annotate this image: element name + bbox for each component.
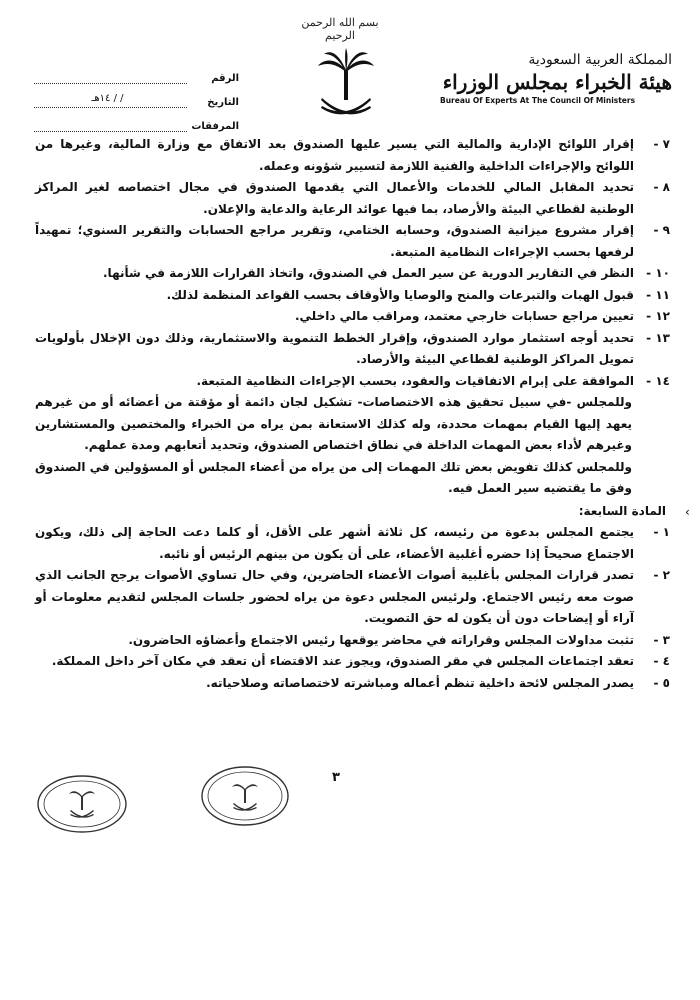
item-text: تعيين مراجع حسابات خارجي معتمد، ومراقب مالي داخلي. bbox=[294, 309, 634, 323]
attachments-label: المرفقات bbox=[191, 121, 239, 132]
list-item bbox=[35, 220, 670, 263]
document-body bbox=[35, 134, 670, 694]
delegation-paragraph: وللمجلس كذلك تفويض بعض تلك المهمات إلى من يراه من أعضاء المجلس أو المسؤولين في الصندوق وفق ما يقتضيه سير العمل فيه. bbox=[35, 459, 632, 495]
list-item bbox=[35, 134, 670, 177]
list-item bbox=[35, 285, 670, 307]
item-number: ١٢ - bbox=[646, 309, 670, 323]
ref-number-value bbox=[34, 69, 187, 84]
issuer-block bbox=[432, 52, 672, 105]
article-heading: المادة السابعة: bbox=[578, 503, 666, 518]
item-text: النظر في التقارير الدورية عن سير العمل في الصندوق، واتخاذ القرارات اللازمة في شأنها. bbox=[103, 266, 634, 280]
bureau-seal-stamp bbox=[200, 765, 290, 827]
committees-paragraph: وللمجلس -في سبيل تحقيق هذه الاختصاصات- تشكيل لجان دائمة أو مؤقتة من أعضائه أو من غيرهم يعهد إليها القيام بمهمات محددة، وله كذلك الاستعانة بمن يراه من الخبراء والمختصين والمستشارين وغيرهم لأداء بعض المهمات الداخلة في نطاق اختصاص الصندوق، وتحديد أتعابهم ومدة عملهم. bbox=[35, 395, 632, 452]
date-value: / / ١٤هـ bbox=[34, 93, 187, 108]
list-item bbox=[35, 306, 670, 328]
article-item bbox=[35, 630, 670, 652]
article-item bbox=[35, 565, 670, 630]
ref-number-label: الرقم bbox=[211, 73, 239, 84]
item-text: إقرار مشروع ميزانية الصندوق، وحسابه الختامي، وتقرير مراجع الحسابات والتقرير السنوي؛ تمهيداً لرفعها بحسب الإجراءات النظامية المتبعة. bbox=[35, 223, 634, 259]
bureau-name-english: Bureau Of Experts At The Council Of Ministers bbox=[440, 96, 636, 105]
item-number: ٧ - bbox=[653, 137, 670, 151]
palm-swords-emblem bbox=[316, 48, 376, 118]
item-number: ٣ - bbox=[653, 632, 670, 647]
item-text: الموافقة على إبرام الاتفاقيات والعقود، بحسب الإجراءات النظامية المتبعة. bbox=[196, 373, 634, 388]
article-item bbox=[35, 651, 670, 673]
list-item bbox=[35, 263, 670, 285]
item-text: يصدر المجلس لائحة داخلية تنظم أعماله ومباشرته لاختصاصاته وصلاحياته. bbox=[206, 675, 634, 690]
item-number: ٩ - bbox=[653, 223, 670, 237]
item-number: ١٤ - bbox=[646, 373, 670, 388]
item-text: تثبت مداولات المجلس وقراراته في محاضر يوقعها رئيس الاجتماع وأعضاؤه الحاضرون. bbox=[128, 632, 634, 647]
item-text: تعقد اجتماعات المجلس في مقر الصندوق، ويجوز عند الاقتضاء أن تعقد في مكان آخر داخل المملكة. bbox=[51, 654, 634, 668]
date-label: التاريخ bbox=[207, 97, 239, 108]
attachments-value bbox=[34, 117, 187, 132]
item-number: ٥ - bbox=[653, 675, 670, 690]
item-number: ٨ - bbox=[653, 180, 670, 194]
page-number: ٣ bbox=[332, 770, 340, 785]
basmala: بسم الله الرحمن الرحيم bbox=[301, 16, 379, 42]
item-number: ١٠ - bbox=[646, 266, 670, 280]
article-item bbox=[35, 522, 670, 565]
item-text: قبول الهبات والتبرعات والمنح والوصايا والأوقاف بحسب القواعد المنظمة لذلك. bbox=[166, 287, 634, 302]
item-number: ٤ - bbox=[653, 654, 670, 668]
margin-mark: ‹ bbox=[685, 505, 690, 519]
secretariat-seal-stamp bbox=[36, 774, 128, 834]
item-text: إقرار اللوائح الإدارية والمالية التي يسير عليها الصندوق بعد الاتفاق مع وزارة المالية، وغيرها من اللوائح والإجراءات الداخلية والفنية اللازمة لتسيير شؤونه وعمله. bbox=[35, 137, 634, 173]
list-item bbox=[35, 177, 670, 220]
article-item bbox=[35, 673, 670, 695]
item-text: تحديد المقابل المالي للخدمات والأعمال التي يقدمها الصندوق في مجال اختصاصه لغير المراكز الوطنية لقطاعي البيئة والأرصاد، بما فيها عوائد الرعاية والدعاية والإعلان. bbox=[35, 180, 634, 216]
ref-number-row bbox=[34, 60, 239, 84]
date-row bbox=[34, 84, 239, 108]
list-item bbox=[35, 371, 670, 393]
kingdom-name: المملكة العربية السعودية bbox=[528, 52, 672, 68]
item-number: ١٣ - bbox=[646, 330, 670, 345]
item-text: يجتمع المجلس بدعوة من رئيسه، كل ثلاثة أشهر على الأقل، أو كلما دعت الحاجة إلى ذلك، ويكون الاجتماع صحيحاً إذا حضره أغلبية الأعضاء، على أن يكون من بينهم الرئيس أو نائبه. bbox=[35, 525, 634, 561]
bureau-name-arabic: هيئة الخبراء بمجلس الوزراء bbox=[442, 70, 672, 94]
list-item bbox=[35, 328, 670, 371]
item-number: ١١ - bbox=[646, 287, 670, 302]
item-number: ٢ - bbox=[653, 568, 670, 582]
attachments-row bbox=[34, 108, 239, 132]
item-text: تصدر قرارات المجلس بأغلبية أصوات الأعضاء الحاضرين، وفي حال تساوي الأصوات يرجح الجانب الذي صوت معه رئيس الاجتماع. ولرئيس المجلس دعوة من يراه لحضور جلسات المجلس لتقديم معلومات أو آراء أو إيضاحات دون أن يكون له حق التصويت. bbox=[35, 568, 634, 625]
reference-box bbox=[34, 60, 239, 132]
item-text: تحديد أوجه استثمار موارد الصندوق، وإقرار الخطط التنموية والاستثمارية، وذلك دون الإخلال بأولويات تمويل المراكز الوطنية لقطاعي البيئة والأرصاد. bbox=[35, 330, 634, 366]
item-number: ١ - bbox=[653, 525, 670, 539]
